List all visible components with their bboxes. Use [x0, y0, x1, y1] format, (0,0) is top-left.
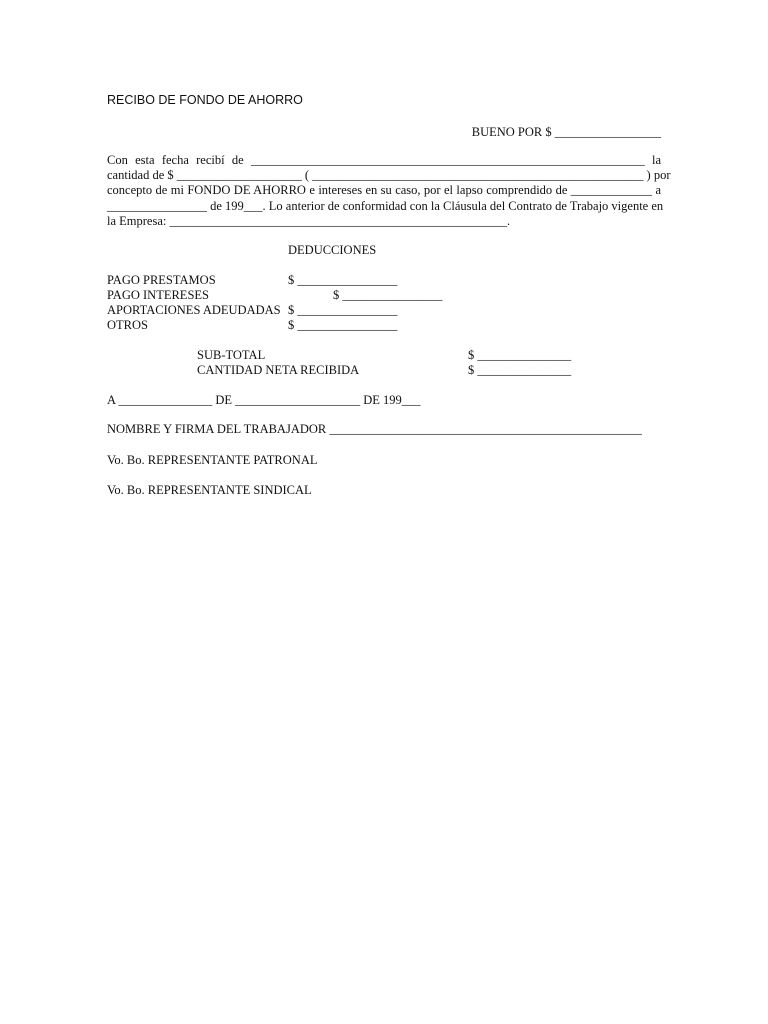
paragraph-line: ________________ de 199___. Lo anterior de conformidad con la Cláusula del Contrato de Trabajo vigente en	[107, 198, 664, 213]
vobo-sindical-line: Vo. Bo. REPRESENTANTE SINDICAL	[107, 483, 312, 497]
date-line: A _______________ DE ____________________ DE 199___	[107, 393, 421, 407]
deduccion-label-otros: OTROS	[107, 318, 148, 332]
deducciones-heading: DEDUCCIONES	[288, 243, 377, 257]
cantidad-neta-label: CANTIDAD NETA RECIBIDA	[197, 363, 360, 377]
cantidad-neta-amount: $ _______________	[468, 363, 572, 377]
deduccion-label-pago-prestamos: PAGO PRESTAMOS	[107, 273, 216, 287]
deduccion-amount-aportaciones-adeudadas: $ ________________	[288, 303, 398, 317]
subtotal-label: SUB-TOTAL	[197, 348, 266, 362]
deduccion-amount-pago-prestamos: $ ________________	[288, 273, 398, 287]
deduccion-amount-otros: $ ________________	[288, 318, 398, 332]
paragraph-line: Con esta fecha recibí de _______________________________________________________________ la	[107, 153, 661, 167]
signature-line: NOMBRE Y FIRMA DEL TRABAJADOR __________________________________________________	[107, 422, 642, 436]
receipt-paragraph	[107, 153, 671, 229]
deduccion-label-aportaciones-adeudadas: APORTACIONES ADEUDADAS	[107, 303, 281, 317]
paragraph-line: la Empresa: ______________________________________________________.	[107, 213, 511, 228]
deduccion-amount-pago-intereses: $ ________________	[333, 288, 443, 302]
paragraph-line: cantidad de $ ____________________ ( _____________________________________________________ ) por	[107, 168, 671, 183]
document-title: RECIBO DE FONDO DE AHORRO	[107, 93, 303, 107]
paragraph-line: concepto de mi FONDO DE AHORRO e intereses en su caso, por el lapso comprendido de _____________ a	[107, 183, 661, 198]
deduccion-label-pago-intereses: PAGO INTERESES	[107, 288, 209, 302]
subtotal-amount: $ _______________	[468, 348, 572, 362]
bueno-por-line: BUENO POR $ _________________	[471, 125, 661, 139]
vobo-patronal-line: Vo. Bo. REPRESENTANTE PATRONAL	[107, 453, 318, 467]
